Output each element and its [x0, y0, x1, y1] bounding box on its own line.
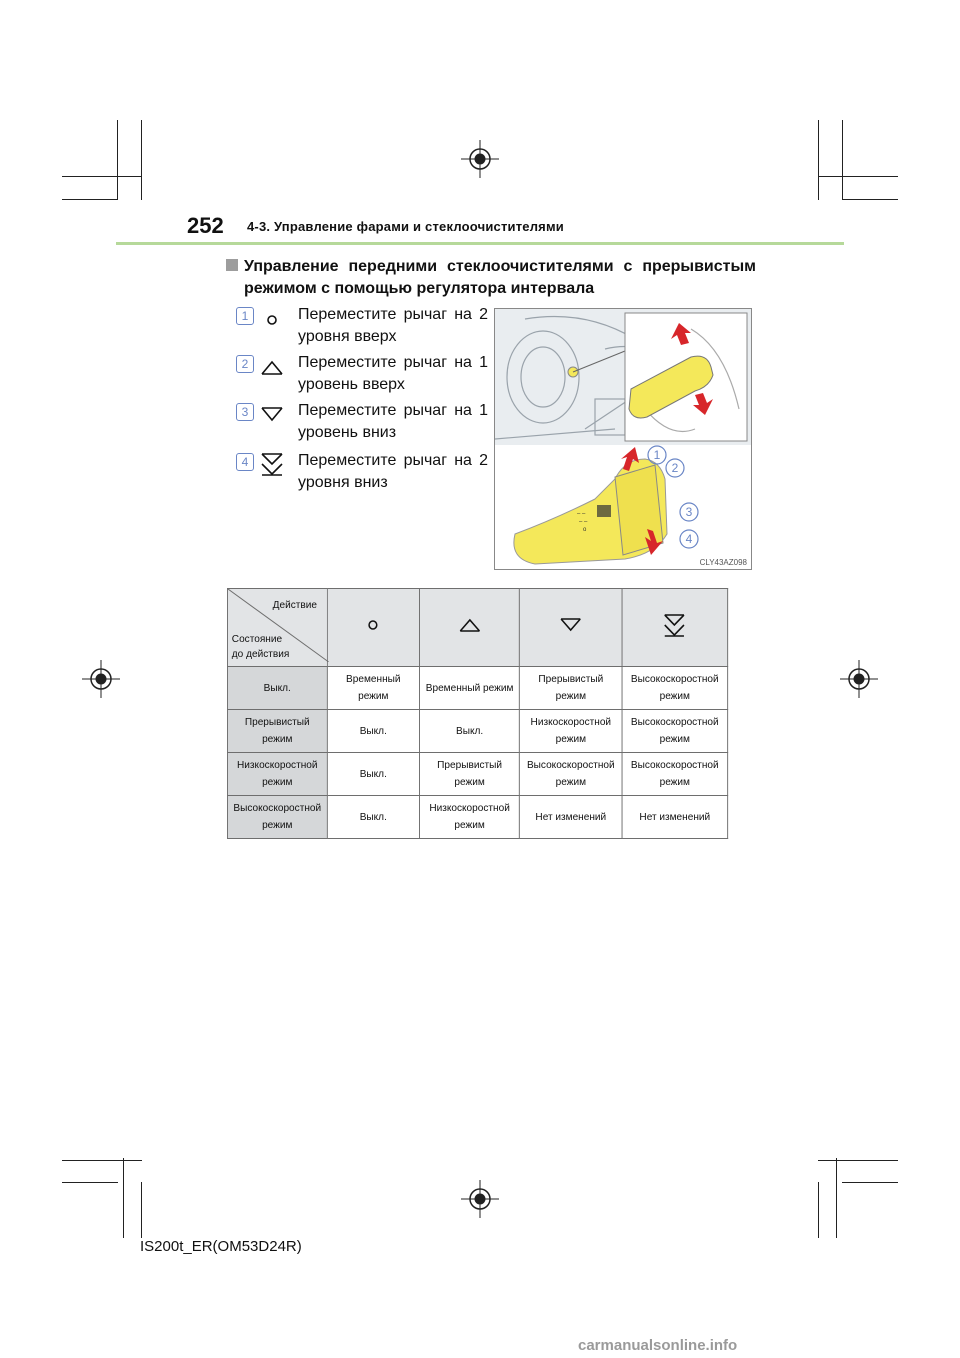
- table-cell: Высокоскоростной режим: [622, 753, 728, 796]
- crop-mark: [818, 120, 819, 200]
- table-cell: Низкоскоростной режим: [520, 710, 622, 753]
- svg-text:– –: – –: [579, 519, 588, 525]
- table-row: [227, 753, 727, 796]
- heading-line-2: режимом с помощью регулятора интервала: [244, 280, 595, 297]
- crop-mark: [62, 1160, 142, 1161]
- header-divider: [116, 242, 844, 245]
- table-cell: Выкл.: [327, 710, 419, 753]
- table-row: [227, 710, 727, 753]
- svg-text:o: o: [583, 527, 587, 533]
- table-cell: Высокоскоростной режим: [622, 667, 728, 710]
- table-cell: Выкл.: [420, 710, 520, 753]
- corner-state-label: Состояние до действия: [231, 633, 290, 660]
- step-number: 4: [236, 453, 254, 471]
- crop-mark: [141, 120, 142, 200]
- one-level-up-icon: [457, 613, 482, 637]
- model-code: IS200t_ER(OM53D24R): [140, 1238, 302, 1255]
- wiper-mode-table: [227, 588, 728, 839]
- two-levels-up-icon: [362, 613, 385, 637]
- lever-diagram: [495, 309, 751, 569]
- column-two-levels-up: [327, 589, 419, 667]
- crop-mark: [123, 1158, 124, 1238]
- crop-mark: [818, 1160, 898, 1161]
- step-number: 3: [236, 403, 254, 421]
- crop-mark: [818, 176, 898, 177]
- section-title: 4-3. Управление фарами и стеклоочистителями: [247, 219, 564, 234]
- table-cell: Прерывистый режим: [520, 667, 622, 710]
- two-levels-up-icon: [258, 304, 286, 332]
- step-text: Переместите рычаг на 2 уровня вверх: [298, 306, 488, 345]
- table-row: [227, 796, 727, 839]
- crop-mark: [818, 1182, 819, 1238]
- step-text: Переместите рычаг на 1 уровень вниз: [298, 402, 488, 441]
- table-cell: Прерывистый режим: [420, 753, 520, 796]
- table-cell: Выкл.: [327, 796, 419, 839]
- registration-mark-icon: [461, 1180, 499, 1218]
- crop-mark: [141, 1182, 142, 1238]
- column-one-level-up: [420, 589, 520, 667]
- step-text: Переместите рычаг на 2 уровня вниз: [298, 452, 488, 491]
- callout-2: 2: [671, 461, 679, 475]
- crop-mark: [62, 1182, 118, 1183]
- corner-action-label: Действие: [272, 599, 317, 611]
- column-one-level-down: [520, 589, 622, 667]
- table-header-row: [227, 589, 727, 667]
- crop-mark: [62, 199, 118, 200]
- table-cell: Высокоскоростной режим: [622, 710, 728, 753]
- step-number: 1: [236, 307, 254, 325]
- figure-code: CLY43AZ098: [699, 558, 747, 567]
- row-state-cell: Высокоскоростной режим: [227, 796, 327, 839]
- table-cell: Выкл.: [327, 753, 419, 796]
- crop-mark: [117, 120, 118, 200]
- table-row: [227, 667, 727, 710]
- table-cell: Нет изменений: [520, 796, 622, 839]
- two-levels-down-icon: [662, 612, 687, 638]
- crop-mark: [842, 199, 898, 200]
- two-levels-down-icon: [258, 450, 286, 478]
- step-number: 2: [236, 355, 254, 373]
- column-two-levels-down: [622, 589, 728, 667]
- crop-mark: [842, 1182, 898, 1183]
- registration-mark-icon: [840, 660, 878, 698]
- subsection-heading: [226, 256, 756, 300]
- row-state-cell: Низкоскоростной режим: [227, 753, 327, 796]
- step-text: Переместите рычаг на 1 уровень вверх: [298, 354, 488, 393]
- crop-mark: [836, 1158, 837, 1238]
- table-cell: Высокоскоростной режим: [520, 753, 622, 796]
- crop-mark: [62, 176, 142, 177]
- table-corner-cell: [227, 589, 327, 667]
- one-level-up-icon: [258, 352, 286, 380]
- svg-text:– –: – –: [577, 511, 586, 517]
- table-cell: Временный режим: [420, 667, 520, 710]
- bullet-square-icon: [226, 259, 238, 271]
- callout-4: 4: [685, 532, 693, 546]
- callout-3: 3: [685, 505, 693, 519]
- table-cell: Временный режим: [327, 667, 419, 710]
- row-state-cell: Прерывистый режим: [227, 710, 327, 753]
- heading-line-1: Управление передними стеклоочистителями с прерывистым: [226, 256, 756, 278]
- registration-mark-icon: [82, 660, 120, 698]
- one-level-down-icon: [558, 613, 583, 637]
- page-number: 252: [187, 213, 224, 238]
- registration-mark-icon: [461, 140, 499, 178]
- crop-mark: [842, 120, 843, 200]
- watermark: carmanualsonline.info: [578, 1337, 738, 1354]
- table-cell: Нет изменений: [622, 796, 728, 839]
- callout-1: 1: [653, 448, 661, 462]
- wiper-lever-illustration: [494, 308, 752, 570]
- table-cell: Низкоскоростной режим: [420, 796, 520, 839]
- row-state-cell: Выкл.: [227, 667, 327, 710]
- one-level-down-icon: [258, 400, 286, 428]
